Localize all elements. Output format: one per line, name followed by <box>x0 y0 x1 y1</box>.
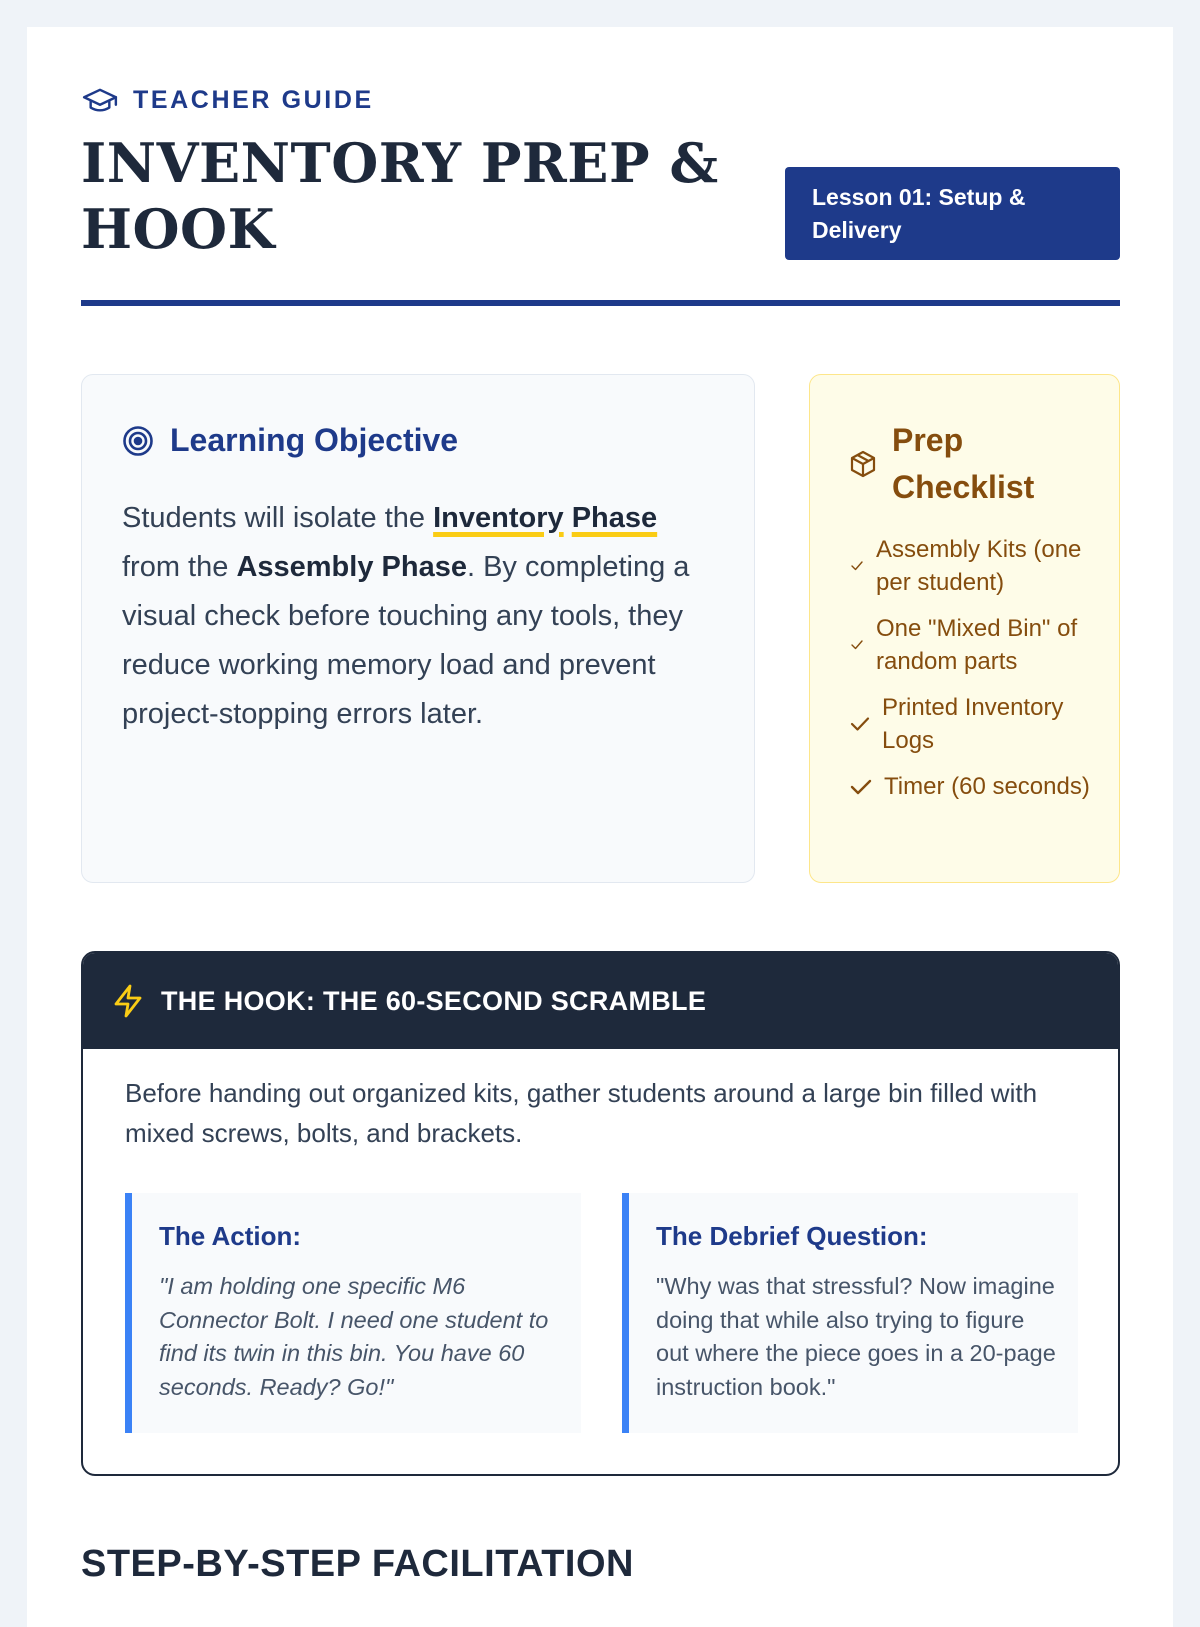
box-icon <box>850 450 876 478</box>
highlight-phase: Phase <box>571 502 658 534</box>
checklist-item-label: Printed Inventory Logs <box>882 694 1064 754</box>
objective-title: Learning Objective <box>170 422 459 458</box>
check-icon <box>850 778 872 796</box>
lightning-icon <box>113 984 143 1018</box>
check-icon <box>850 639 864 651</box>
action-callout <box>125 1193 581 1433</box>
hook-intro: Before handing out organized kits, gather students around a large bin filled with mixed screws, bolts, and brackets. <box>125 1078 1038 1148</box>
objective-text-3: . By completing a visual check before touching any tools, they reduce working memory load and prevent project-stopping errors later. <box>122 551 690 730</box>
checklist-title: Prep Checklist <box>892 422 1035 505</box>
checklist-items <box>850 533 1090 816</box>
debrief-title: The Debrief Question: <box>656 1221 928 1251</box>
debrief-callout <box>622 1193 1078 1433</box>
action-text: "I am holding one specific M6 Connector Bolt. I need one student to find its twin in this bin. You have 60 seconds. Ready? Go!" <box>159 1273 549 1400</box>
checklist-item-label: Assembly Kits (one per student) <box>876 536 1082 596</box>
checklist-item <box>850 691 1090 757</box>
section-title-steps: STEP-BY-STEP FACILITATION <box>81 1543 634 1585</box>
checklist-item <box>850 612 1090 678</box>
objective-text <box>122 494 722 739</box>
graduation-cap-icon <box>81 87 119 115</box>
checklist-item-label: One "Mixed Bin" of random parts <box>876 615 1078 675</box>
check-icon <box>850 560 864 572</box>
objective-heading <box>122 422 458 459</box>
lesson-badge: Lesson 01: Setup & Delivery <box>785 167 1120 260</box>
highlight-inventory: Inventory <box>433 502 564 534</box>
hook-header <box>83 953 1118 1049</box>
page-title: INVENTORY PREP & HOOK <box>81 131 719 261</box>
checklist-heading <box>850 417 1062 511</box>
title-divider <box>81 300 1120 306</box>
checklist-item <box>850 533 1090 599</box>
hook-title: THE HOOK: THE 60-SECOND SCRAMBLE <box>161 985 707 1016</box>
checklist-item-label: Timer (60 seconds) <box>884 773 1090 800</box>
checklist-item <box>850 770 1090 803</box>
check-icon <box>850 716 870 732</box>
action-title: The Action: <box>159 1221 302 1251</box>
hook-card <box>81 951 1120 1476</box>
learning-objective-card <box>81 374 755 883</box>
eyebrow-label: TEACHER GUIDE <box>133 86 374 114</box>
target-icon <box>122 425 154 457</box>
eyebrow <box>81 86 374 115</box>
objective-text-1: Students will isolate the <box>122 502 434 534</box>
debrief-text: "Why was that stressful? Now imagine doing that while also trying to figure out where the piece goes in a 20-page instruction book." <box>656 1273 1056 1400</box>
assembly-phase-term: Assembly Phase <box>236 551 467 583</box>
objective-text-2: from the <box>122 551 237 583</box>
prep-checklist-card <box>809 374 1120 883</box>
